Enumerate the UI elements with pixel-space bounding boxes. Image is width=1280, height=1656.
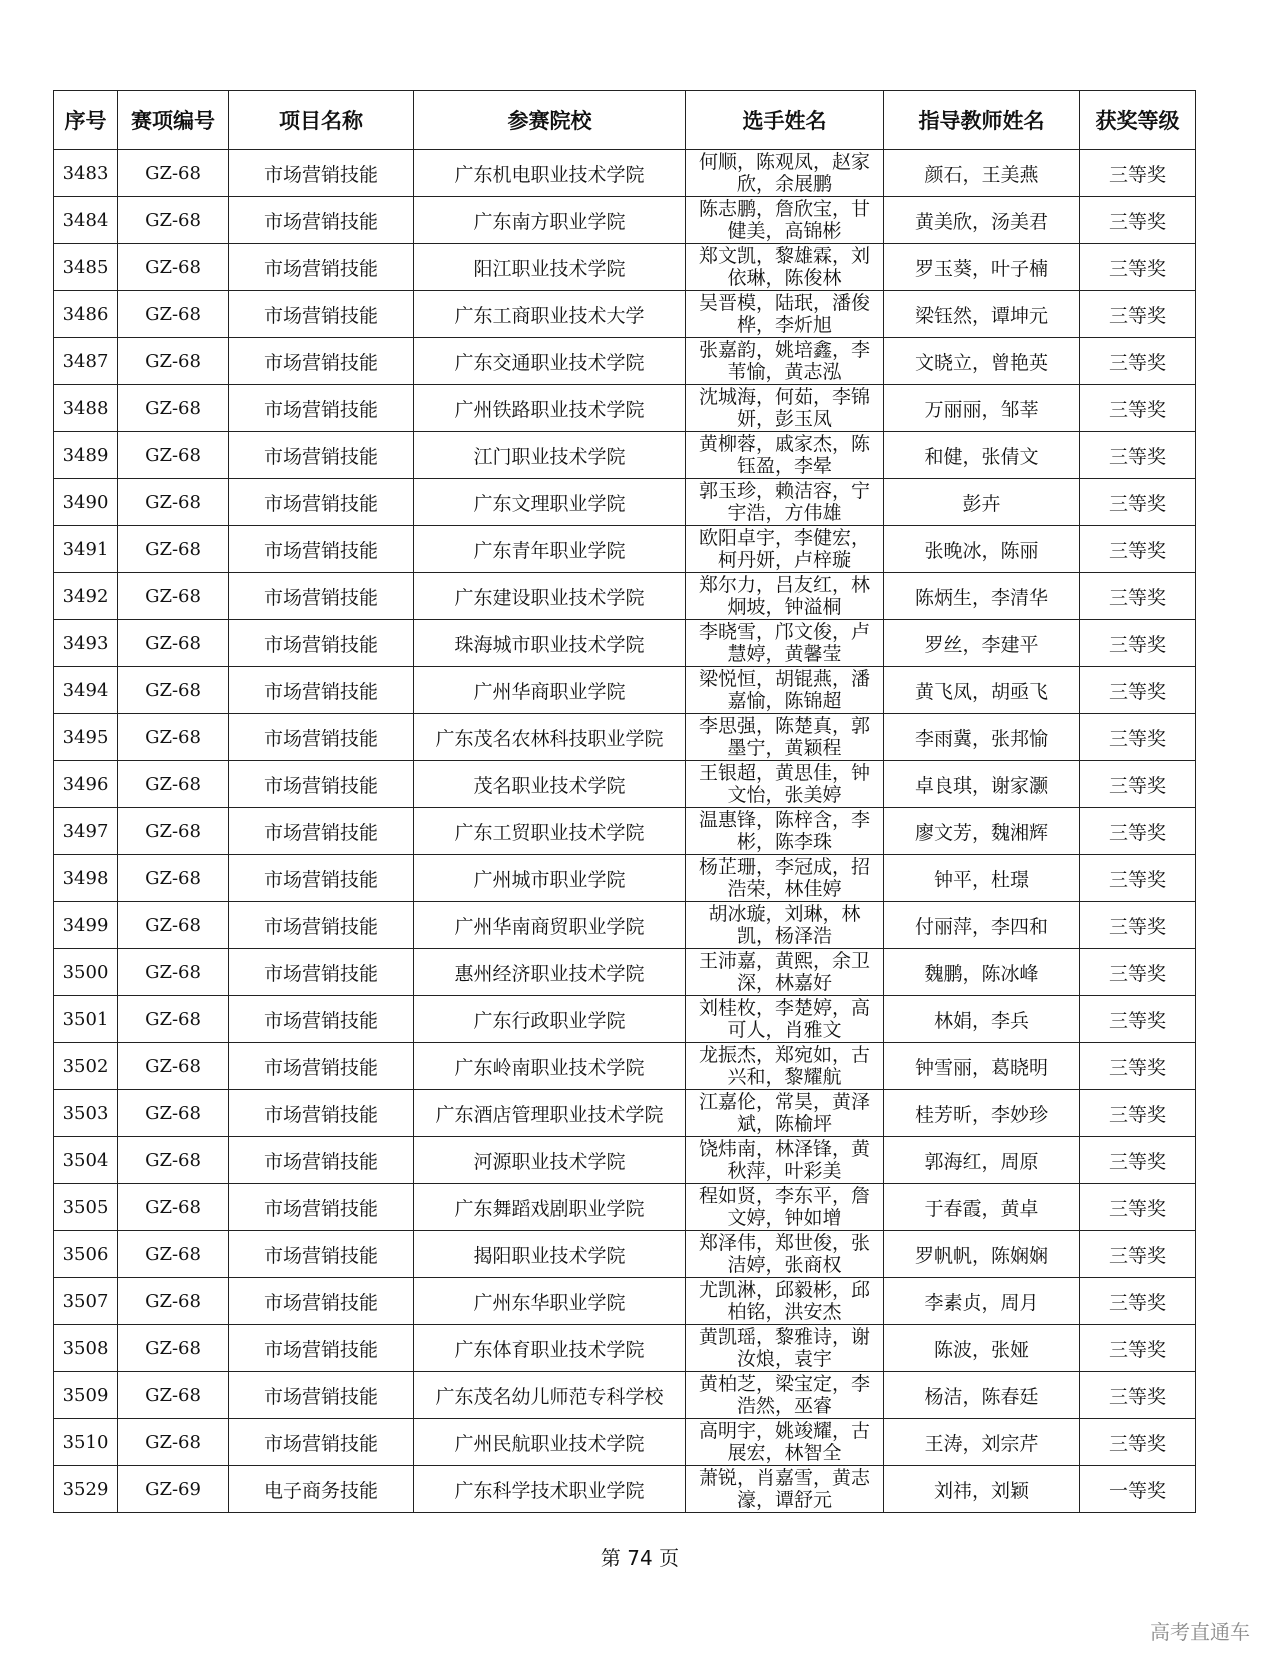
award-cell: 三等奖 xyxy=(1080,667,1196,714)
table-row xyxy=(54,620,1196,667)
header-cell: 序号 xyxy=(54,91,118,150)
instructors-cell: 李素贞，周月 xyxy=(884,1278,1080,1325)
event-code-cell: GZ-68 xyxy=(118,1325,229,1372)
athletes-cell xyxy=(686,855,884,902)
instructors-cell: 罗帆帆，陈娴娴 xyxy=(884,1231,1080,1278)
serial-cell: 3497 xyxy=(54,808,118,855)
award-cell: 三等奖 xyxy=(1080,526,1196,573)
award-cell: 三等奖 xyxy=(1080,338,1196,385)
award-cell: 三等奖 xyxy=(1080,1184,1196,1231)
athletes-cell xyxy=(686,902,884,949)
table-row xyxy=(54,1043,1196,1090)
project-name-cell: 市场营销技能 xyxy=(229,808,414,855)
project-name-cell: 市场营销技能 xyxy=(229,150,414,197)
event-code-cell: GZ-68 xyxy=(118,949,229,996)
athletes-cell xyxy=(686,432,884,479)
event-code-cell: GZ-68 xyxy=(118,244,229,291)
award-cell: 三等奖 xyxy=(1080,1325,1196,1372)
award-cell: 三等奖 xyxy=(1080,996,1196,1043)
award-cell: 三等奖 xyxy=(1080,902,1196,949)
table-row xyxy=(54,667,1196,714)
athletes-text: 郑尔力，吕友红，林炯坡，钟溢桐 xyxy=(698,574,870,618)
event-code-cell: GZ-68 xyxy=(118,761,229,808)
project-name-cell: 市场营销技能 xyxy=(229,667,414,714)
athletes-text: 黄柳蓉，戚家杰，陈钰盈，李晕 xyxy=(698,433,870,477)
school-cell: 广州民航职业技术学院 xyxy=(414,1419,686,1466)
event-code-cell: GZ-68 xyxy=(118,1231,229,1278)
school-cell: 广州华南商贸职业学院 xyxy=(414,902,686,949)
athletes-cell xyxy=(686,385,884,432)
project-name-cell: 市场营销技能 xyxy=(229,385,414,432)
event-code-cell: GZ-68 xyxy=(118,1278,229,1325)
project-name-cell: 市场营销技能 xyxy=(229,1231,414,1278)
athletes-text: 龙振杰，郑宛如，古兴和，黎耀航 xyxy=(698,1044,870,1088)
athletes-cell xyxy=(686,1278,884,1325)
school-cell: 广东体育职业技术学院 xyxy=(414,1325,686,1372)
serial-cell: 3483 xyxy=(54,150,118,197)
athletes-cell xyxy=(686,291,884,338)
award-cell: 三等奖 xyxy=(1080,761,1196,808)
serial-cell: 3509 xyxy=(54,1372,118,1419)
serial-cell: 3496 xyxy=(54,761,118,808)
serial-cell: 3498 xyxy=(54,855,118,902)
school-cell: 广东行政职业学院 xyxy=(414,996,686,1043)
award-cell: 三等奖 xyxy=(1080,385,1196,432)
serial-cell: 3502 xyxy=(54,1043,118,1090)
award-cell: 三等奖 xyxy=(1080,1419,1196,1466)
header-cell: 指导教师姓名 xyxy=(884,91,1080,150)
athletes-text: 吴晋模，陆珉，潘俊桦，李炘旭 xyxy=(698,292,870,336)
award-cell: 三等奖 xyxy=(1080,620,1196,667)
event-code-cell: GZ-68 xyxy=(118,667,229,714)
serial-cell: 3507 xyxy=(54,1278,118,1325)
athletes-cell xyxy=(686,1231,884,1278)
school-cell: 广东建设职业技术学院 xyxy=(414,573,686,620)
athletes-text: 饶炜南，林泽锋，黄秋萍，叶彩美 xyxy=(698,1138,870,1182)
table-row xyxy=(54,1372,1196,1419)
award-cell: 三等奖 xyxy=(1080,1137,1196,1184)
event-code-cell: GZ-68 xyxy=(118,1184,229,1231)
project-name-cell: 市场营销技能 xyxy=(229,902,414,949)
project-name-cell: 市场营销技能 xyxy=(229,526,414,573)
table-row xyxy=(54,855,1196,902)
athletes-text: 萧锐，肖嘉雪，黄志濠，谭舒元 xyxy=(698,1467,870,1511)
athletes-cell xyxy=(686,667,884,714)
event-code-cell: GZ-68 xyxy=(118,479,229,526)
project-name-cell: 市场营销技能 xyxy=(229,479,414,526)
event-code-cell: GZ-68 xyxy=(118,385,229,432)
serial-cell: 3503 xyxy=(54,1090,118,1137)
award-cell: 三等奖 xyxy=(1080,949,1196,996)
award-cell: 三等奖 xyxy=(1080,197,1196,244)
athletes-text: 江嘉伦，常昊，黄泽斌，陈榆坪 xyxy=(698,1091,870,1135)
athletes-cell xyxy=(686,1372,884,1419)
table-row xyxy=(54,996,1196,1043)
instructors-cell: 于春霞，黄卓 xyxy=(884,1184,1080,1231)
athletes-text: 黄柏芝，梁宝定，李浩然，巫睿 xyxy=(698,1373,870,1417)
serial-cell: 3484 xyxy=(54,197,118,244)
project-name-cell: 市场营销技能 xyxy=(229,1090,414,1137)
award-cell: 三等奖 xyxy=(1080,244,1196,291)
school-cell: 惠州经济职业技术学院 xyxy=(414,949,686,996)
instructors-cell: 梁钰然，谭坤元 xyxy=(884,291,1080,338)
serial-cell: 3501 xyxy=(54,996,118,1043)
table-row xyxy=(54,902,1196,949)
serial-cell: 3489 xyxy=(54,432,118,479)
award-cell: 一等奖 xyxy=(1080,1466,1196,1513)
athletes-cell xyxy=(686,949,884,996)
athletes-text: 胡冰璇，刘琳，林凯，杨泽浩 xyxy=(708,903,861,947)
serial-cell: 3505 xyxy=(54,1184,118,1231)
athletes-text: 刘桂枚，李楚婷，高可人，肖雅文 xyxy=(698,997,870,1041)
athletes-text: 程如贤，李东平，詹文婷，钟如增 xyxy=(698,1185,870,1229)
award-cell: 三等奖 xyxy=(1080,1372,1196,1419)
instructors-cell: 万丽丽，邹莘 xyxy=(884,385,1080,432)
event-code-cell: GZ-68 xyxy=(118,1372,229,1419)
project-name-cell: 市场营销技能 xyxy=(229,620,414,667)
header-cell: 项目名称 xyxy=(229,91,414,150)
header-cell: 选手姓名 xyxy=(686,91,884,150)
event-code-cell: GZ-68 xyxy=(118,808,229,855)
instructors-cell: 钟平，杜璟 xyxy=(884,855,1080,902)
school-cell: 广东科学技术职业学院 xyxy=(414,1466,686,1513)
athletes-text: 李晓雪，邝文俊，卢慧婷，黄馨莹 xyxy=(698,621,870,665)
school-cell: 广东工贸职业技术学院 xyxy=(414,808,686,855)
table-row xyxy=(54,150,1196,197)
project-name-cell: 市场营销技能 xyxy=(229,573,414,620)
event-code-cell: GZ-68 xyxy=(118,338,229,385)
event-code-cell: GZ-68 xyxy=(118,1137,229,1184)
serial-cell: 3508 xyxy=(54,1325,118,1372)
school-cell: 广东南方职业学院 xyxy=(414,197,686,244)
project-name-cell: 市场营销技能 xyxy=(229,949,414,996)
school-cell: 广东交通职业技术学院 xyxy=(414,338,686,385)
table-row xyxy=(54,385,1196,432)
instructors-cell: 刘祎，刘颖 xyxy=(884,1466,1080,1513)
table-row xyxy=(54,1325,1196,1372)
award-cell: 三等奖 xyxy=(1080,855,1196,902)
serial-cell: 3487 xyxy=(54,338,118,385)
event-code-cell: GZ-68 xyxy=(118,620,229,667)
instructors-cell: 李雨冀，张邦愉 xyxy=(884,714,1080,761)
school-cell: 广东岭南职业技术学院 xyxy=(414,1043,686,1090)
header-cell: 赛项编号 xyxy=(118,91,229,150)
project-name-cell: 市场营销技能 xyxy=(229,996,414,1043)
header-cell: 参赛院校 xyxy=(414,91,686,150)
event-code-cell: GZ-68 xyxy=(118,432,229,479)
table-row xyxy=(54,1231,1196,1278)
table-row xyxy=(54,479,1196,526)
table-row xyxy=(54,1278,1196,1325)
event-code-cell: GZ-68 xyxy=(118,1090,229,1137)
athletes-cell xyxy=(686,1325,884,1372)
event-code-cell: GZ-68 xyxy=(118,150,229,197)
serial-cell: 3499 xyxy=(54,902,118,949)
award-cell: 三等奖 xyxy=(1080,1090,1196,1137)
serial-cell: 3490 xyxy=(54,479,118,526)
school-cell: 广东茂名幼儿师范专科学校 xyxy=(414,1372,686,1419)
award-cell: 三等奖 xyxy=(1080,432,1196,479)
school-cell: 珠海城市职业技术学院 xyxy=(414,620,686,667)
award-cell: 三等奖 xyxy=(1080,1231,1196,1278)
athletes-text: 高明宇，姚竣耀，古展宏，林智全 xyxy=(698,1420,870,1464)
athletes-cell xyxy=(686,479,884,526)
award-cell: 三等奖 xyxy=(1080,150,1196,197)
serial-cell: 3491 xyxy=(54,526,118,573)
table-row xyxy=(54,1137,1196,1184)
table-row xyxy=(54,432,1196,479)
instructors-cell: 付丽萍，李四和 xyxy=(884,902,1080,949)
table-row xyxy=(54,714,1196,761)
serial-cell: 3506 xyxy=(54,1231,118,1278)
instructors-cell: 桂芳昕，李妙珍 xyxy=(884,1090,1080,1137)
serial-cell: 3500 xyxy=(54,949,118,996)
table-row xyxy=(54,338,1196,385)
table-row xyxy=(54,526,1196,573)
table-row xyxy=(54,244,1196,291)
serial-cell: 3504 xyxy=(54,1137,118,1184)
instructors-cell: 彭卉 xyxy=(884,479,1080,526)
athletes-cell xyxy=(686,197,884,244)
table-row xyxy=(54,1184,1196,1231)
athletes-text: 沈城海，何茹，李锦妍，彭玉凤 xyxy=(698,386,870,430)
instructors-cell: 黄美欣，汤美君 xyxy=(884,197,1080,244)
school-cell: 阳江职业技术学院 xyxy=(414,244,686,291)
school-cell: 揭阳职业技术学院 xyxy=(414,1231,686,1278)
athletes-cell xyxy=(686,338,884,385)
school-cell: 广东舞蹈戏剧职业学院 xyxy=(414,1184,686,1231)
school-cell: 茂名职业技术学院 xyxy=(414,761,686,808)
project-name-cell: 市场营销技能 xyxy=(229,1137,414,1184)
instructors-cell: 廖文芳，魏湘辉 xyxy=(884,808,1080,855)
project-name-cell: 市场营销技能 xyxy=(229,1043,414,1090)
school-cell: 广东茂名农林科技职业学院 xyxy=(414,714,686,761)
event-code-cell: GZ-68 xyxy=(118,197,229,244)
project-name-cell: 市场营销技能 xyxy=(229,1419,414,1466)
serial-cell: 3529 xyxy=(54,1466,118,1513)
award-cell: 三等奖 xyxy=(1080,808,1196,855)
project-name-cell: 市场营销技能 xyxy=(229,1184,414,1231)
instructors-cell: 颜石，王美燕 xyxy=(884,150,1080,197)
table-row xyxy=(54,573,1196,620)
serial-cell: 3495 xyxy=(54,714,118,761)
athletes-text: 李思强，陈楚真，郭墨宁，黄颖程 xyxy=(698,715,870,759)
instructors-cell: 陈波，张娅 xyxy=(884,1325,1080,1372)
event-code-cell: GZ-68 xyxy=(118,902,229,949)
athletes-text: 梁悦恒，胡锟燕，潘嘉愉，陈锦超 xyxy=(698,668,870,712)
project-name-cell: 市场营销技能 xyxy=(229,855,414,902)
instructors-cell: 林娟，李兵 xyxy=(884,996,1080,1043)
athletes-text: 王沛嘉，黄熙，余卫深，林嘉好 xyxy=(698,950,870,994)
project-name-cell: 市场营销技能 xyxy=(229,1278,414,1325)
athletes-cell xyxy=(686,1184,884,1231)
athletes-text: 欧阳卓宇，李健宏，柯丹妍，卢梓璇 xyxy=(698,527,870,571)
school-cell: 广州铁路职业技术学院 xyxy=(414,385,686,432)
event-code-cell: GZ-68 xyxy=(118,996,229,1043)
athletes-cell xyxy=(686,1137,884,1184)
table-row xyxy=(54,197,1196,244)
instructors-cell: 郭海红，周原 xyxy=(884,1137,1080,1184)
project-name-cell: 市场营销技能 xyxy=(229,714,414,761)
table-row xyxy=(54,1090,1196,1137)
watermark: 高考直通车 xyxy=(1150,1620,1250,1644)
header-cell: 获奖等级 xyxy=(1080,91,1196,150)
table-header-row xyxy=(54,91,1196,150)
school-cell: 广东机电职业技术学院 xyxy=(414,150,686,197)
event-code-cell: GZ-68 xyxy=(118,714,229,761)
project-name-cell: 市场营销技能 xyxy=(229,1372,414,1419)
serial-cell: 3493 xyxy=(54,620,118,667)
event-code-cell: GZ-68 xyxy=(118,1419,229,1466)
athletes-cell xyxy=(686,244,884,291)
athletes-cell xyxy=(686,1090,884,1137)
page-number: 第 74 页 xyxy=(600,1546,680,1570)
award-cell: 三等奖 xyxy=(1080,1043,1196,1090)
serial-cell: 3486 xyxy=(54,291,118,338)
award-cell: 三等奖 xyxy=(1080,573,1196,620)
school-cell: 河源职业技术学院 xyxy=(414,1137,686,1184)
athletes-cell xyxy=(686,1466,884,1513)
athletes-text: 尤凯淋，邱毅彬，邱柏铭，洪安杰 xyxy=(698,1279,870,1323)
event-code-cell: GZ-68 xyxy=(118,855,229,902)
project-name-cell: 市场营销技能 xyxy=(229,244,414,291)
athletes-text: 温惠锋，陈梓含，李彬，陈李珠 xyxy=(698,809,870,853)
serial-cell: 3494 xyxy=(54,667,118,714)
athletes-cell xyxy=(686,714,884,761)
athletes-text: 郑文凯，黎雄霖，刘依琳，陈俊林 xyxy=(698,245,870,289)
school-cell: 广东酒店管理职业技术学院 xyxy=(414,1090,686,1137)
instructors-cell: 罗丝，李建平 xyxy=(884,620,1080,667)
serial-cell: 3485 xyxy=(54,244,118,291)
athletes-cell xyxy=(686,1043,884,1090)
school-cell: 江门职业技术学院 xyxy=(414,432,686,479)
athletes-cell xyxy=(686,1419,884,1466)
project-name-cell: 市场营销技能 xyxy=(229,432,414,479)
school-cell: 广州东华职业学院 xyxy=(414,1278,686,1325)
event-code-cell: GZ-69 xyxy=(118,1466,229,1513)
project-name-cell: 市场营销技能 xyxy=(229,197,414,244)
athletes-cell xyxy=(686,761,884,808)
table-row xyxy=(54,291,1196,338)
athletes-text: 张嘉韵，姚培鑫，李苇愉，黄志泓 xyxy=(698,339,870,383)
event-code-cell: GZ-68 xyxy=(118,526,229,573)
school-cell: 广东文理职业学院 xyxy=(414,479,686,526)
event-code-cell: GZ-68 xyxy=(118,573,229,620)
school-cell: 广州城市职业学院 xyxy=(414,855,686,902)
project-name-cell: 市场营销技能 xyxy=(229,291,414,338)
athletes-text: 杨芷珊，李冠成，招浩荣，林佳婷 xyxy=(698,856,870,900)
project-name-cell: 市场营销技能 xyxy=(229,1325,414,1372)
athletes-cell xyxy=(686,996,884,1043)
table-row xyxy=(54,949,1196,996)
serial-cell: 3488 xyxy=(54,385,118,432)
event-code-cell: GZ-68 xyxy=(118,291,229,338)
instructors-cell: 杨洁，陈春廷 xyxy=(884,1372,1080,1419)
instructors-cell: 和健，张倩文 xyxy=(884,432,1080,479)
athletes-text: 郭玉珍，赖洁容，宁宇浩，方伟雄 xyxy=(698,480,870,524)
athletes-text: 王银超，黄思佳，钟文怡，张美婷 xyxy=(698,762,870,806)
project-name-cell: 电子商务技能 xyxy=(229,1466,414,1513)
instructors-cell: 钟雪丽，葛晓明 xyxy=(884,1043,1080,1090)
athletes-text: 何顺，陈观凤，赵家欣，余展鹏 xyxy=(698,151,870,195)
table-row xyxy=(54,1419,1196,1466)
athletes-cell xyxy=(686,808,884,855)
awards-table xyxy=(53,90,1196,1513)
athletes-text: 郑泽伟，郑世俊，张洁婷，张商权 xyxy=(698,1232,870,1276)
instructors-cell: 王涛，刘宗芹 xyxy=(884,1419,1080,1466)
project-name-cell: 市场营销技能 xyxy=(229,761,414,808)
table-row xyxy=(54,808,1196,855)
instructors-cell: 罗玉葵，叶子楠 xyxy=(884,244,1080,291)
instructors-cell: 陈炳生，李清华 xyxy=(884,573,1080,620)
award-cell: 三等奖 xyxy=(1080,479,1196,526)
instructors-cell: 魏鹏，陈冰峰 xyxy=(884,949,1080,996)
school-cell: 广东青年职业学院 xyxy=(414,526,686,573)
serial-cell: 3492 xyxy=(54,573,118,620)
award-cell: 三等奖 xyxy=(1080,714,1196,761)
instructors-cell: 张晚冰，陈丽 xyxy=(884,526,1080,573)
school-cell: 广州华商职业学院 xyxy=(414,667,686,714)
athletes-text: 黄凯瑶，黎雅诗，谢汝烺，袁宇 xyxy=(698,1326,870,1370)
school-cell: 广东工商职业技术大学 xyxy=(414,291,686,338)
serial-cell: 3510 xyxy=(54,1419,118,1466)
project-name-cell: 市场营销技能 xyxy=(229,338,414,385)
instructors-cell: 黄飞凤，胡亟飞 xyxy=(884,667,1080,714)
table-row xyxy=(54,1466,1196,1513)
athletes-cell xyxy=(686,150,884,197)
instructors-cell: 卓良琪，谢家灏 xyxy=(884,761,1080,808)
instructors-cell: 文晓立，曾艳英 xyxy=(884,338,1080,385)
table-row xyxy=(54,761,1196,808)
award-cell: 三等奖 xyxy=(1080,1278,1196,1325)
athletes-cell xyxy=(686,526,884,573)
athletes-text: 陈志鹏，詹欣宝，甘健美，高锦彬 xyxy=(698,198,870,242)
athletes-cell xyxy=(686,620,884,667)
award-cell: 三等奖 xyxy=(1080,291,1196,338)
athletes-cell xyxy=(686,573,884,620)
event-code-cell: GZ-68 xyxy=(118,1043,229,1090)
